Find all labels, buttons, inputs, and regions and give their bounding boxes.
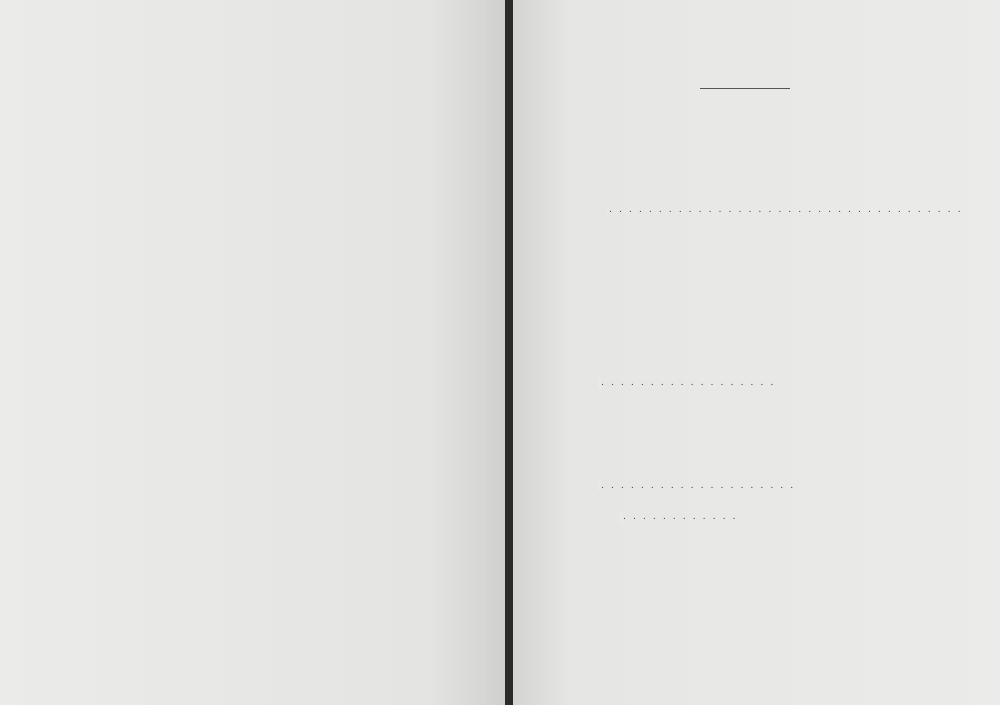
toc-mundarten-2: . . . . . . . . . . . . <box>620 511 920 525</box>
toc-drama-heading <box>598 394 920 408</box>
title-divider <box>700 88 790 89</box>
book-gutter <box>505 0 513 705</box>
toc-mundarten-1 <box>598 497 920 511</box>
toc-versdichtung-heading <box>598 251 920 265</box>
toc-einleitung <box>598 233 920 247</box>
toc-anhang-heading <box>598 532 920 546</box>
toc-geschichte <box>598 219 920 233</box>
toc-erzaehlende: . . . . . . . . . . . . . . . . . . <box>598 377 920 391</box>
right-page <box>513 0 1000 705</box>
toc-dichtung: . . . . . . . . . . . . . . . . . . . . . . . . . . . . . . . . . . . . <box>606 204 920 218</box>
toc-fastnacht: . . . . . . . . . . . . . . . . . . . . <box>598 480 920 494</box>
toc-vorwort <box>598 190 920 204</box>
